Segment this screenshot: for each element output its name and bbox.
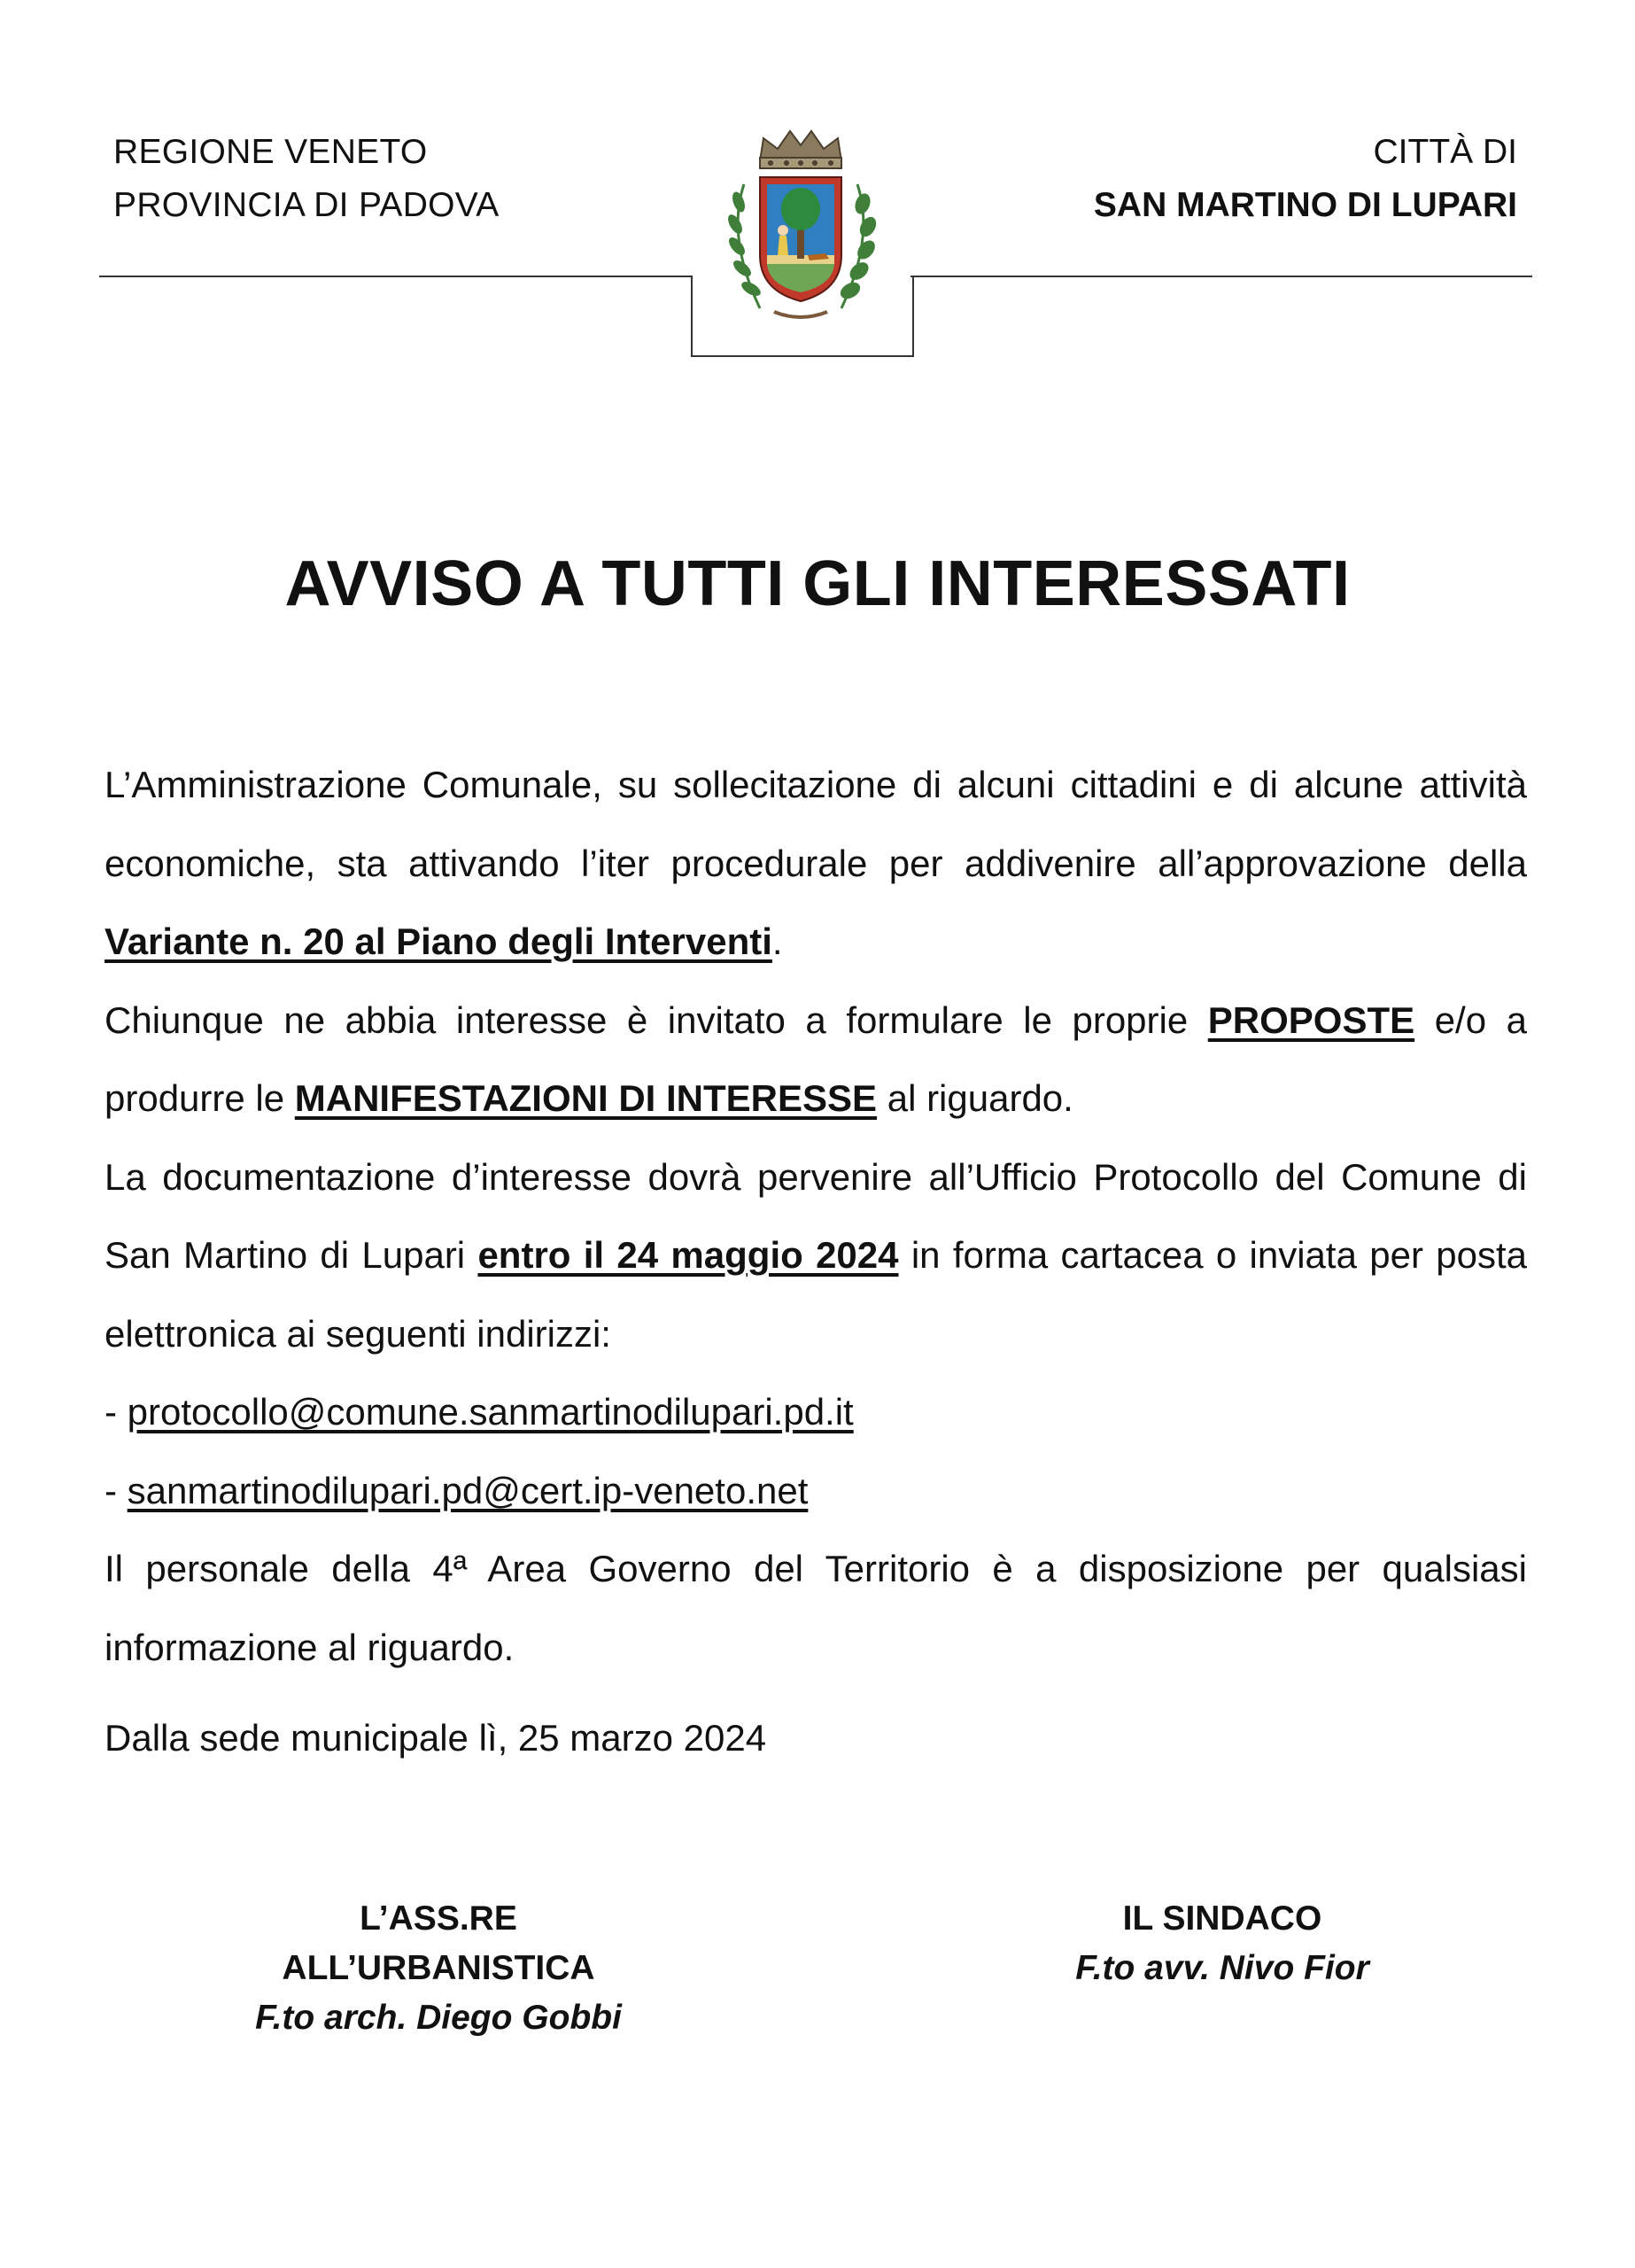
- email-dash-1: -: [105, 1391, 128, 1433]
- region-label: REGIONE VENETO: [113, 133, 428, 171]
- header-right: [1094, 126, 1517, 232]
- signature-mayor: [1019, 1894, 1426, 1993]
- paragraph-1: [105, 746, 1527, 982]
- paragraph-2-text: Chiunque ne abbia interesse è invitato a formulare le proprie: [105, 998, 1208, 1041]
- signature-assessor: [204, 1894, 673, 2043]
- oak-right-icon: [838, 184, 879, 308]
- paragraph-1-end: .: [771, 920, 783, 962]
- mayor-name: F.to avv. Nivo Fior: [1075, 1949, 1369, 1987]
- paragraph-3: [105, 1138, 1527, 1374]
- header-rule-right: [910, 276, 1532, 277]
- paragraph-1-text: L’Amministrazione Comunale, su sollecitazione di alcuni cittadini e di alcune attività economiche, sta attivando l’iter procedurale per addivenire all’approvazione della: [105, 764, 1527, 884]
- city-prefix: CITTÀ DI: [1373, 133, 1517, 171]
- assessor-name: F.to arch. Diego Gobbi: [255, 1999, 622, 2037]
- crown-icon: [760, 131, 841, 168]
- paragraph-2: [105, 982, 1527, 1138]
- ribbon-icon: [774, 312, 827, 317]
- assessor-role: L’ASS.RE ALL’URBANISTICA: [282, 1899, 595, 1987]
- notice-body: [105, 746, 1527, 1687]
- header-left: [113, 126, 500, 232]
- email-link-protocollo[interactable]: protocollo@comune.sanmartinodilupari.pd.it: [127, 1391, 854, 1433]
- deadline-highlight: entro il 24 maggio 2024: [477, 1234, 899, 1276]
- email-dash-2: -: [105, 1469, 128, 1511]
- email-line-1: [105, 1373, 1527, 1452]
- paragraph-3-text: La documentazione d’interesse dovrà pervenire all’Ufficio Protocollo del Comune di San Martino di Lupari: [105, 1155, 1527, 1276]
- interest-highlight: MANIFESTAZIONI DI INTERESSE: [294, 1077, 878, 1119]
- province-label: PROVINCIA DI PADOVA: [113, 186, 500, 224]
- city-name: SAN MARTINO DI LUPARI: [1093, 186, 1517, 224]
- mayor-role: IL SINDACO: [1122, 1899, 1322, 1938]
- date-line: Dalla sede municipale lì, 25 marzo 2024: [105, 1717, 767, 1759]
- paragraph-2-end: al riguardo.: [877, 1077, 1073, 1119]
- proposals-highlight: PROPOSTE: [1207, 998, 1415, 1041]
- coat-of-arms-icon: [709, 122, 893, 331]
- email-line-2: [105, 1452, 1527, 1531]
- header-rule-left: [99, 276, 691, 277]
- laurel-left-icon: [725, 184, 763, 308]
- paragraph-4: Il personale della 4ª Area Governo del Territorio è a disposizione per qualsiasi informazione al riguardo.: [105, 1548, 1527, 1668]
- email-link-pec[interactable]: sanmartinodilupari.pd@cert.ip-veneto.net: [127, 1469, 809, 1511]
- variant-highlight: Variante n. 20 al Piano degli Interventi: [105, 920, 772, 962]
- paragraph-2-mid: e/o a produrre le: [105, 998, 1527, 1119]
- page-title: AVVISO A TUTTI GLI INTERESSATI: [284, 548, 1351, 619]
- paragraph-3-end: in forma cartacea o inviata per posta elettronica ai seguenti indirizzi:: [105, 1234, 1528, 1355]
- shield-icon: [760, 177, 841, 301]
